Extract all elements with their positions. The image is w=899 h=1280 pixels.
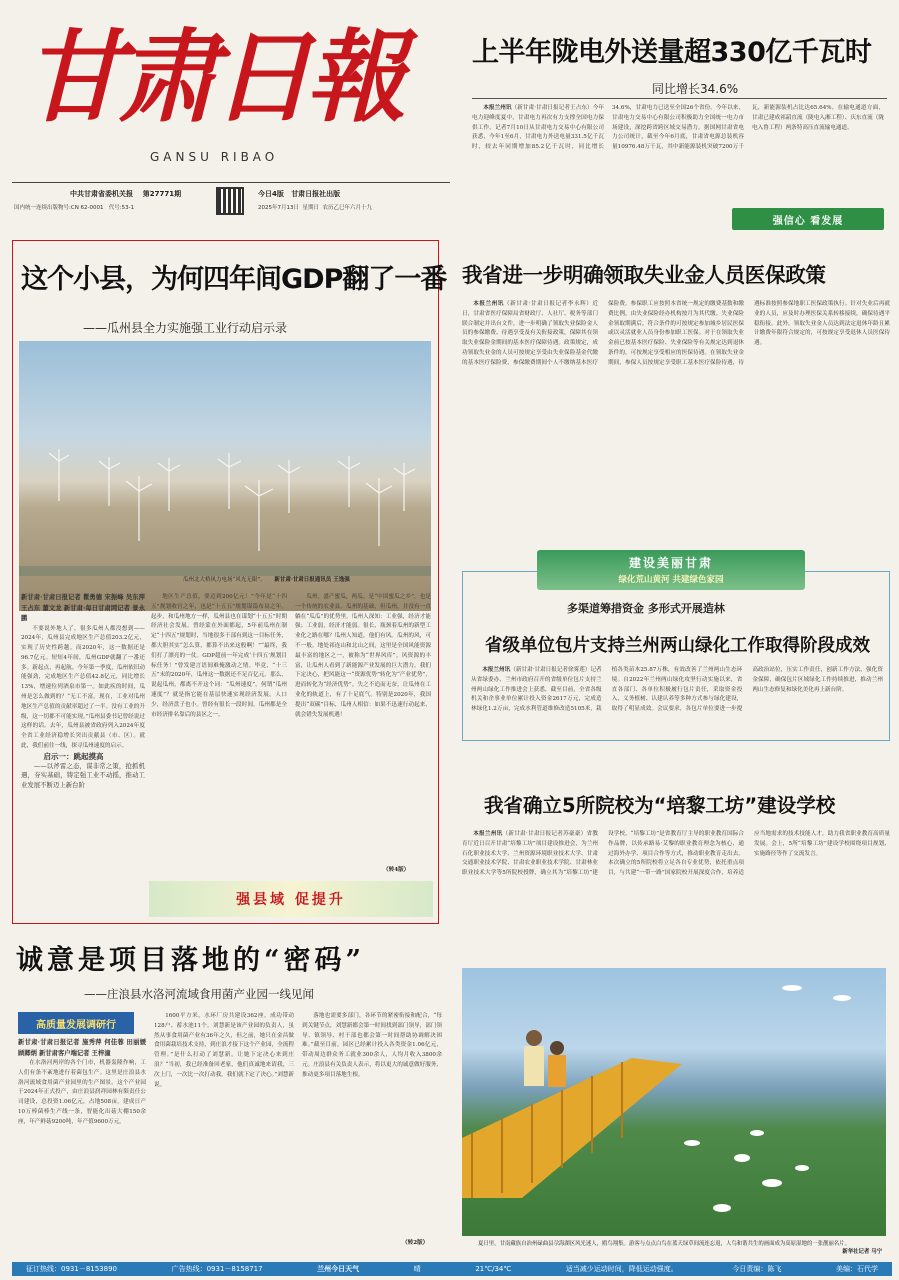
workshop-headline[interactable]: 我省确立5所院校为“培黎工坊”建设学校 (484, 794, 836, 817)
bottom-story-col1: 新甘肃·甘肃日报记者 施秀萍 何佳蓉 田丽媛 顾卿炳 新甘肃客户端记者 王梓潼 在水洛河两岸的各个门市，机器轰隆作响，工人们有条不紊地进行着菌包生产。这里是庄浪县水洛河流域食用菌产业园里的生产图景。这个产业园于2024年正式投产，由庄浪县润祥园林有限责任公司建设，总投资1.06亿元，占地508亩，建成日产10万棒菌棒生产线一条，智能化出菇大棚150余座，年产鲜菇9200吨，年产值9600万元。 (18, 1039, 146, 1125)
top-story-badge: 强信心 看发展 (732, 208, 884, 230)
lead-photo-caption: 瓜州北大桥风力电场“风光无限”。 新甘肃·甘肃日报通讯员 王逸强 (183, 577, 350, 583)
lead-story-subhead: ——瓜州县全力实施强工业行动启示录 (83, 321, 288, 335)
footer-subscribe: 征订热线：0931－8153890 (26, 1265, 117, 1273)
wind-turbines-graphic (19, 341, 431, 611)
top-story-subhead: 同比增长34.6% (652, 82, 739, 96)
bottom-story-subhead: ——庄浪县水洛河流域食用菌产业园一线见闻 (84, 987, 314, 1001)
top-story (462, 0, 892, 245)
beauty-gansu-body: 本报兰州讯（新甘肃·甘肃日报记者徐雾莲）记者从省绿委办、兰州市政府召开的省级单位包片支持兰州两山绿化工作推进会上获悉，截至目前，全省各级机关和企事业单位累计投入资金2617万元，完成造林绿化1.2万亩，完成水利管道维修改造5105米，栽植各类苗木25.87万株，有效改善了兰州两山生态环境。自2022年兰州两山绿化攻坚行动实施以来，省直各部门、各单位积极履行包片责任，采取资金投入、义务植树、认建认养等多种方式参与绿化建设，取得了明显成效。会议要求，各包片单位要进一步提高政治站位，压实工作责任，创新工作方法，强化资金保障，确保包片区域绿化工作持续推进，推动兰州两山生态修复和绿化美化再上新台阶。 (471, 667, 883, 713)
masthead-info-row2: 国内统一连续出版物号:CN 62-0001 代号:53-1 (14, 205, 135, 211)
footer-editor: 今日责编：陈飞 (732, 1265, 782, 1273)
footer-temp: 21℃/34℃ (475, 1265, 512, 1273)
bottom-story-badge: 高质量发展调研行 (18, 1012, 134, 1034)
unemployment-headline[interactable]: 我省进一步明确领取失业金人员医保政策 (462, 263, 826, 287)
lead-story-col3: 瓜州，盛产蜜瓜，两瓜。是“中国蜜瓜之乡”，也是一个传统的农业县。瓜州的基础，但瓜州，并没有一直躺在“瓜瓜”的优势里。瓜州人深知：工业强，经济才能强；工业弱，经济才能弱。很长，瓶颈着瓜州的新型工业化之路在哪？瓜州人知道，他们有风。瓜州的风，可不一般。地处祁连山和北山之间，这里是全国风能资源最丰富的地区之一，被称为“世界风库”。风资源的丰富，让瓜州人看到了新能源产业发展的巨大潜力。我们下定决心，把风能这一“资源优势”转化为“产业优势”，进而转化为“经济优势”。失之不追而无奈，让瓜州在工业化的轨道上，有了十足底气。特别是2020年，我国提出“双碳”目标，瓜州人相信：如果不迅速行动起来，就会错失发展机遇！ (295, 594, 431, 718)
lead-story-headline[interactable]: 这个小县，为何四年间GDP翻了一番 (21, 264, 447, 295)
footer-weather: 晴 (413, 1265, 421, 1273)
bottom-story-headline[interactable]: 诚意是项目落地的“密码” (16, 945, 366, 976)
unemployment-body: 本报兰州讯（新甘肃·甘肃日报记者李永辉）近日，甘肃省医疗保障局省财政厅、人社厅、税务等部门联合制定并出台文件，进一步明确了领取失业保险金人员的参保缴费、待遇享受及有关衔接政策，保障其在领取失业保险金期间的基本医疗保障待遇。政策规定，成功领取失业金的人员可按规定享受由失业保险基金代缴的基本医疗保险费，参保缴费期间个人不缴纳基本医疗保险费。参保职工应按照本省统一规定的缴费基数和缴费比例，由失业保险经办机构按月为其代缴。失业保险金领取期满后，符合条件的可按规定参加城乡居民医保或以灵活就业人员身份参加职工医保。对于在领取失业金前已按基本医疗保险、失业保险等有关规定达到退休条件的，可按规定享受相应的医保待遇。在领取失业金期间，参保人员按规定享受职工基本医疗保险待遇，待遇标准按照参保地职工医保政策执行。针对失业后再就业的人员，应及时办理医保关系转移接续，确保待遇平稳衔接。此外，领取失业金人员达到法定退休年龄且累计缴费年限符合规定的，可按规定享受退休人员医保待遇。 (462, 301, 890, 366)
beauty-gansu-banner: 建设美丽甘肃 绿化荒山黄河 共建绿色家园 (537, 550, 805, 590)
footer-weather-label: 兰州今日天气 (317, 1265, 360, 1273)
beauty-gansu-kicker: 多渠道筹措资金 多形式开展造林 (567, 602, 725, 615)
top-story-headline[interactable]: 上半年陇电外送量超330亿千瓦时 (472, 37, 872, 68)
story-unemployment (460, 258, 892, 548)
wetland-photo-caption: 夏日里，甘南藏族自治州碌曲县尕海湖区风光迷人，鸥鸟翔集。游客与点点白鸟在蓝天绿草间流连忘返，人鸟和谐共生的画面成为高原湿地的一张靓丽名片。 新华社记者 马宁 (478, 1241, 882, 1255)
footer-designer: 美编：石代学 (835, 1265, 878, 1273)
bottom-story (12, 930, 892, 1260)
masthead-info-row1: 中共甘肃省委机关报 第27771期 (70, 190, 182, 198)
wetland-photo (462, 968, 886, 1236)
lead-story-banner: 强县域 促提升 (149, 881, 433, 917)
top-story-body: 本报兰州讯（新甘肃·甘肃日报记者王占东）今年电力迎峰度夏中，甘肃电力再次有力支撑全国电力保供工作。记者7月10日从甘肃电力交易中心有限公司获悉，今年1至6月，甘肃电力外送电量331.5亿千瓦时，较去年同期增加85.2亿千瓦时，同比增长34.6%，甘肃电力已送至全国26个省份。今年以来，甘肃电力交易中心有限公司积极助力全国统一电力市场建设，深挖跨省跨区域交易潜力。据国网甘肃省电力公司统计，截至今年6月底，甘肃省电源总装机容量10976.48万千瓦，其中新能源装机突破7200万千瓦，新能源装机占比达65.64%。在输电通道方面，甘肃已建成祁韶直流（陇电入湘工程）、庆东直流（陇电入鲁工程）两条特高压直流输电通道。 (472, 105, 884, 151)
bottom-story-col2: 1600平方米，水环厂房共建设362座，成功带动128户、蓄水池11个。刘慧新是该产业园的负责人，虽然从事食用菌产业有36年之久，但之前，她只在金昌做食用菌栽培技术支持，到庄浪才接下这个产业园，全流程管理。”是什么打动了刘慧新，让她下定决心来到庄浪？“当初，我已经准备回老家，他们真诚地来请我，三次上门，一次比一次打动我，我们就下定了决心。”刘慧新说。 (154, 1013, 294, 1088)
bottom-story-col3: 落地也需要多部门，各环节的紧密衔接和配合，“每到关键节点，刘慧新都会第一时间找到部门领导，部门领导、镇领导、村干部也都会第一时间帮助协调解决困难。”截至目前，园区已经累计投入各类资金1.06亿元，带动周边群众务工就业300余人，人均月收入3800余元。庄浪县有关负责人表示，将以更大的诚意做好服务，推动更多项目落地生根。 (302, 1013, 442, 1078)
workshop-body: 本报兰州讯（新甘肃·甘肃日报记者苏豪豪）省教育厅近日召开甘肃“培黎工坊”项目建设推进会，为兰州石化职业技术大学、兰州资源环境职业技术大学、甘肃交通职业技术学院、甘肃农业职业技术学院、甘肃林业职业技术大学等5所院校授牌，确立其为“培黎工坊”建设学校。“培黎工坊”是省教育厅主导的职业教育国际合作品牌，以传承路易·艾黎的职业教育理念为核心，通过海外办学、项目合作等方式，推动职业教育走出去。本次确立的5所院校将立足各自专业优势，依托重点项目，与共建“一带一路”国家院校开展深度合作，培养适应当地需求的技术技能人才，助力我省职业教育高质量发展。会上，5所“培黎工坊”建设学校围绕项目规划、实施路径等作了交流发言。 (462, 831, 890, 877)
qr-code-icon[interactable] (216, 187, 244, 215)
beauty-gansu-headline[interactable]: 省级单位包片支持兰州两山绿化工作取得阶段成效 (485, 636, 870, 656)
lead-story (12, 240, 447, 924)
masthead-info-row1b: 今日4版 甘肃日报社出版 (258, 190, 341, 198)
lead-story-col1: 新甘肃·甘肃日报记者 瞿勇德 宋振峰 吴东萍 王占东 董文龙 新甘肃·每日甘肃网记者 景永鹏 不要说外地人了，很多瓜州人都没想到——2024年，瓜州县完成地区生产总值203.2亿元，实现了历史性跨越。而2020年，这一数据还是96.7亿元。短短4年间，瓜州GDP就翻了一番还多。新起点，再起航。今年第一季度，瓜州依旧动能强劲，完成地区生产总值42.8亿元，同比增长13%，增速位列酒泉市第一。如此疾的时间，瓜州是怎么做到的？“无工不富。现在，工业对瓜州地区生产总值的贡献率超过了一半。没有工业的升级，这一切都不可能实现。”瓜州县委书记曾经说过这样的话。去年，瓜州县被省政府列入2024年度全省工业经济稳增长突出贡献县（市、区）。就此，我们前往一线，探寻瓜州速度的启示。 启示一：跳起摸高 ——以斧雷之态，谋非常之策，抢抓机遇，夯实基础，铸定强工业不动摇，推动工业发展不断迈上新台阶 (21, 594, 145, 790)
masthead-date: 2025年7月13日 星期日 农历乙巳年六月十九 (258, 205, 373, 211)
footer-ads: 广告热线：0931－8158717 (171, 1265, 263, 1273)
bottom-story-continued[interactable]: （转2版） (402, 1240, 429, 1246)
lead-story-continued[interactable]: （转4版） (383, 867, 410, 873)
masthead (0, 0, 460, 230)
footer-bar (12, 1262, 892, 1276)
lead-story-col2: 地区生产总值，要迈到200亿元！”今年是“十四五”规划收官之年，也是“十五五”规划谋篇布局之年。起步，和瓜州地方一样，瓜州县也在谋划“十五五”时期经济社会发展。曾经蒙在外面都起，5年前瓜州在制定“十四五”规划时，当地很多干部有到这一目标任务，都大胆其实“怎么算，都算不出来这般啊！”“最终，我们打了漂亮的一仗。GDP超前一年完成‘十四五’规划目标任务！”曾发建言语间难掩激动之情。毕竟，“十三五”末的2020年，瓜州这一数据还不足百亿元。那么，说起瓜州，都离不开这个词：“瓜州速度”。何谓“瓜州速度”？就是指它能在基层快速实现经济发展。人口少，经济盘子也小。曾经有很长一段时间，瓜州都是全市经济排名靠后的县区之一。 (151, 594, 287, 718)
wind-farm-photo (19, 341, 431, 611)
beauty-gansu-story (462, 556, 890, 741)
newspaper-logo: 甘肃日報 (24, 18, 400, 136)
boardwalk-birds-graphic (462, 968, 886, 1236)
footer-advice: 适当减少运动时间，降低运动强度。 (565, 1265, 678, 1273)
logo-pinyin: GANSU RIBAO (150, 150, 279, 164)
